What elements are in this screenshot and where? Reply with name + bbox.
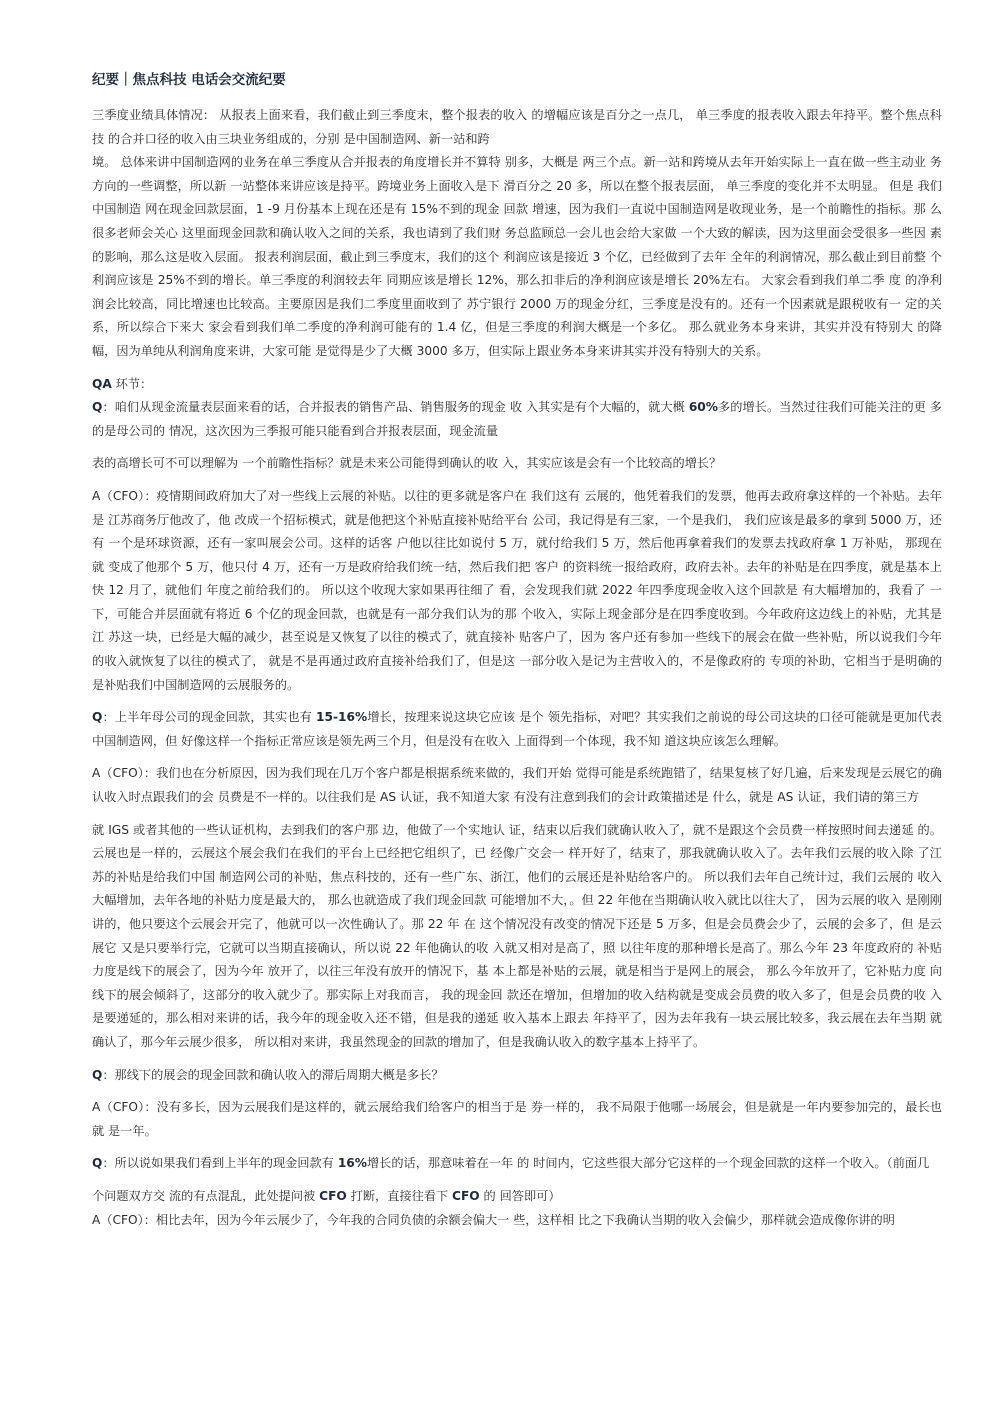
question-text: ：那线下的展会的现金回款和确认收入的滞后周期大概是多长？ xyxy=(102,1067,444,1082)
qa-heading xyxy=(92,373,942,397)
question-highlight: 15-16% xyxy=(315,710,368,725)
answer-text: A（CFO）：疫情期间政府加大了对一些线上云展的补贴。以往的更多就是客户在 我们这有 云展的，他凭着我们的发票，他再去政府拿这样的一个补贴。去年是 江苏商务厅他改了，他 改成一个招标模式，就是他把这个补贴直接补贴给平台 公司，我记得是有三家，一个是我们， 我们应该是最多的拿到 5000 万，还有 一个是环球资源，还有一家叫展会公司。这样的话客 户他以往比如说付 5 万，就付给我们 5 万，然后他再拿着我们的发票去找政府拿 1 万补贴， 那现在就 变成了他那个 5 万，他只付 4 万，还有一万是政府给我们统一结，然后我们把 客户 的资料统一报给政府，政府去补。去年的补贴是在四季度，就是基本上 快 12 月了，就他们 年度之前给我们的。 所以这个收现大家如果再往细了 看，会发现我们就 2022 年四季度现金收入这个回款是 有大幅增加的，我看了 一下，可能合并层面就有将近 6 个亿的现金回款，也就是有一部分我们认为的那 个收入，实际上现金部分是在四季度收到。今年政府这边线上的补贴，尤其是 江 苏这一块，已经是大幅的减少，甚至说是又恢复了以往的模式了，就直接补 贴客户了，因为 客户还有参加一些线下的展会在做一些补贴，所以说我们今年 的收入就恢复了以往的模式了， 就是不是再通过政府直接补给我们了，但是这 一部分收入是记为主营收入的，不是像政府的 专项的补助，它相当于是明确的 是补贴我们中国制造网的云展服务的。 xyxy=(92,488,942,692)
note-text: 的 回答即可） xyxy=(479,1188,561,1203)
document-title: 纪要｜焦点科技 电话会交流纪要 xyxy=(92,72,286,88)
answer-text: A（CFO）：相比去年，因为今年云展少了，今年我的合同负债的余额会偏大一 些，这样相 比之下我确认当期的收入会偏少，那样就会造成像你讲的明 xyxy=(92,1212,895,1227)
question-text: 增长，按理来说这块它应该 是个 领先指标，对吧？其实我们之前说的母公司这块的口径可能就是更加代表 中国制造网，但 好像这样一个指标正常应该是领先两三个月，但是没有在收入 上面得到一个体现，我不知 道这块应该怎么理解。 xyxy=(92,710,942,748)
question-3 xyxy=(92,1064,942,1088)
answer-text: A（CFO）：没有多长，因为云展我们是这样的，就云展给我们给客户的相当于是 券一样的， 我不局限于他哪一场展会，但是就是一年内要参加完的，最长也就 是一年。 xyxy=(92,1100,942,1138)
question-text: ：咱们从现金流量表层面来看的话，合并报表的销售产品、销售服务的现金 收 入其实是有个大幅的，就大概 xyxy=(102,400,689,415)
qa-heading-text: 环节： xyxy=(111,376,153,391)
answer-3 xyxy=(92,1096,942,1143)
question-mark: Q xyxy=(92,710,103,725)
question-highlight: 60% xyxy=(688,400,718,415)
paragraph-profit xyxy=(92,151,942,363)
answer-1 xyxy=(92,485,942,697)
answer-text: A（CFO）：我们也在分析原因，因为我们现在几万个客户都是根据系统来做的，我们开始 觉得可能是系统跑错了，结果复核了好几遍，后来发现是云展它的确 认收入时点跟我们的会 员费是不一样的。以往我们是 AS 认证，我不知道大家 有没有注意到我们的会计政策描述是 什么，就是 AS 认证，我们请的第三方 xyxy=(92,766,942,805)
question-1 xyxy=(92,396,942,443)
question-text: 多的增长。当然过往我们可能关注的更 多的是母公司的 情况，这次因为三季报可能只能看到合并报表层面，现金流量 xyxy=(92,400,942,438)
answer-4 xyxy=(92,1209,942,1233)
question-text: 增长的话，那意味着在一年 的 时间内，它这些很大部分它这样的一个现金回款的这样一个收入。（前面几 xyxy=(366,1156,930,1171)
note-highlight: CFO xyxy=(452,1188,480,1203)
question-text: ：上半年母公司的现金回款，其实也有 xyxy=(102,710,316,725)
question-4 xyxy=(92,1152,942,1176)
note-text: 打断，直接往看下 xyxy=(346,1188,453,1203)
qa-label: QA xyxy=(92,376,112,391)
paragraph-text: 三季度业绩具体情况： 从报表上面来看，我们截止到三季度末，整个报表的收入 的增幅应该是百分之一点几， 单三季度的报表收入跟去年持平。整个焦点科技 的合并口径的收入由三块业务组成的，分别 是中国制造网、新一站和跨 xyxy=(92,108,942,146)
question-mark: Q xyxy=(92,400,103,415)
question-text: ：所以说如果我们看到上半年的现金回款有 xyxy=(102,1156,338,1171)
question-1-continued xyxy=(92,452,942,476)
question-text: 表的高增长可不可以理解为 一个前瞻性指标？就是未来公司能得到确认的收 入，其实应该是会有一个比较高的增长？ xyxy=(92,456,722,471)
paragraph-q3-performance xyxy=(92,104,942,151)
answer-text: 就 IGS 或者其他的一些认证机构，去到我们的客户那 边，他做了一个实地认 证，结束以后我们就确认收入了，就不是跟这个会员费一样按照时间去递延 的。 云展也是一样的，云展这个展会我们在我们的平台上已经把它组织了，已 经像广交会一 样开好了，结束了，那我就确认收入了。去年我们云展的收入除 了江苏的补贴是给我们中国 制造网公司的补贴，焦点科技的，还有一些广东、浙江，他们的云展还是补贴给客户的。 所以我们去年自己统计过，我们云展的 收入大幅增加，去年各地的补贴力度是最大的， 那么也就造成了我们现金回款 可能增加不大，。但 22 年他在当期确认收入就比以往大了， 因为云展的收入 是刚刚讲的，他只要这个云展会开完了，他就可以一次性确认了。那 22 年 在 这个情况没有改变的情况下还是 5 万多，但是会员费会少了，云展的会多了，但 是云展它 又是只要举行完，它就可以当期直接确认，所以说 22 年他确认的收 入就又相对是高了，照 以往年度的那种增长是高了。那么今年 23 年度政府的 补贴力度是线下的展会了，因为今年 放开了，以往三年没有放开的情况下，基 本上都是补贴的云展，就是相当于是网上的展会， 那么今年放开了，它补贴力度 向线下的展会倾斜了，这部分的收入就少了。那实际上对我而言， 我的现金回 款还在增加，但增加的收入结构就是变成会员费的收入多了，但是会员费的收 入 是要递延的，那么相对来讲的话，我今年的现金收入还不错，但是我的递延 收入基本上跟去 年持平了，因为去年我有一块云展比较多，我云展在去年当期 就确认了，那今年云展少很多， 所以相对来讲，我虽然现金的回款的增加了，但是我确认收入的数字基本上持平了。 xyxy=(92,822,942,1049)
question-mark: Q xyxy=(92,1156,103,1171)
question-highlight: 16% xyxy=(337,1156,367,1171)
note-highlight: CFO xyxy=(319,1188,347,1203)
paragraph-text: 境。 总体来讲中国制造网的业务在单三季度从合并报表的角度增长并不算特 别多，大概是 两三个点。新一站和跨境从去年开始实际上一直在做一些主动业 务方向的一些调整，所以新 一站整体来讲应该是持平。跨境业务上面收入是下 滑百分之 20 多，所以在整个报表层面， 单三季度的变化并不太明显。 但是 我们中国制造 网在现金回款层面，1 -9 月份基本上现在还是有 15%不到的现金 回款 增速，因为我们一直说中国制造网是收现业务，是一个前瞻性的指标。那 么很多老师会关心 这里面现金回款和确认收入之间的关系，我也请到了我们财 务总监顾总一会儿也会给大家做 一个大致的解读，因为这里面会受很多一些因 素的影响，那么这是收入层面。 报表利润层面，截止到三季度末，我们的这个 利润应该是接近 3 个亿，已经做到了去年 全年的利润情况，那么截止到目前整 个利润应该是 25%不到的增长。单三季度的利润较去年 同期应该是增长 12%，那么扣非后的净利润应该是增长 20%左右。 大家会看到我们单二季 度 的净利润会比较高，同比增速也比较高。主要原因是我们二季度里面收到了 苏宁银行 2000 万的现金分红，三季度是没有的。还有一个因素就是跟税收有一 定的关系，所以综合下来大 家会看到我们单二季度的净利润可能有的 1.4 亿，但是三季度的利润大概是一个多亿。 那么就业务本身来讲，其实并没有特别大 的降幅，因为单纯从利润角度来讲，大家可能 是觉得是少了大概 3000 多万，但实际上跟业务本身来讲其实并没有特别大的关系。 xyxy=(92,155,942,358)
question-mark: Q xyxy=(92,1067,103,1082)
answer-2 xyxy=(92,762,942,809)
question-2 xyxy=(92,706,942,753)
note-text: 个问题双方交 流的有点混乱，此处提问被 xyxy=(92,1188,320,1203)
answer-2-continued xyxy=(92,819,942,1055)
editor-note xyxy=(92,1185,942,1209)
